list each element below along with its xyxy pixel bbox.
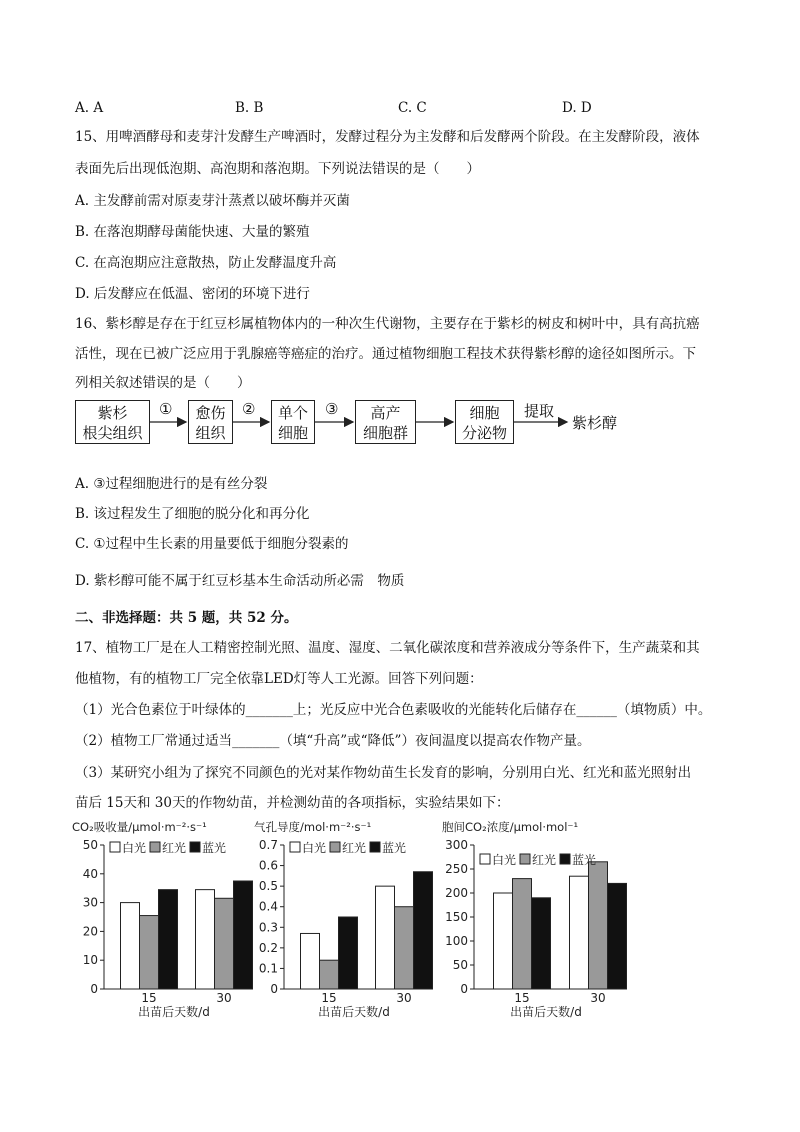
- y-tick-label: 20: [82, 924, 98, 939]
- q15-stem-line1: 15、用啤酒酵母和麦芽汁发酵生产啤酒时，发酵过程分为主发酵和后发酵两个阶段。在主发酵阶段，液体: [75, 129, 700, 145]
- bar-蓝光-15: [159, 890, 178, 989]
- flow-label-extract: 提取: [524, 402, 555, 420]
- legend-label: 红光: [342, 841, 367, 855]
- q16-option-b: B. 该过程发生了细胞的脱分化和再分化: [75, 506, 310, 522]
- flow-box-callus: 愈伤 组织: [188, 400, 233, 444]
- flow-box-single-cell: 单个 细胞: [271, 400, 315, 444]
- legend-label: 蓝光: [382, 841, 407, 855]
- y-tick-label: 30: [82, 895, 98, 910]
- y-tick-label: 50: [82, 838, 98, 852]
- chart-co2-absorption-svg: [68, 818, 258, 1023]
- bar-蓝光-30: [608, 883, 627, 989]
- legend-label: 蓝光: [202, 841, 227, 855]
- q16-option-c: C. ①过程中生长素的用量要低于细胞分裂素的: [75, 536, 349, 552]
- y-tick-label: 0: [460, 982, 468, 996]
- flow-label-step2: ②: [242, 400, 256, 418]
- q15-option-d: D. 后发酵应在低温、密闭的环境下进行: [75, 286, 310, 302]
- chart-ylabel: 胞间CO₂浓度/μmol·mol⁻¹: [442, 820, 579, 834]
- chart-xlabel: 出苗后天数/d: [510, 1005, 582, 1019]
- legend-swatch: [110, 842, 120, 852]
- y-tick-label: 0.3: [258, 920, 278, 935]
- y-tick-label: 40: [82, 866, 98, 881]
- legend-swatch: [150, 842, 160, 852]
- chart-stomatal-conductance: [250, 818, 440, 1027]
- q16-stem-line1: 16、紫杉醇是存在于红豆杉属植物体内的一种次生代谢物，主要存在于紫杉的树皮和树叶中，具有高抗癌: [75, 316, 700, 332]
- legend-label: 白光: [492, 853, 517, 867]
- bar-白光-15: [301, 933, 320, 989]
- bar-红光-30: [395, 907, 414, 989]
- y-tick-label: 0: [270, 982, 278, 996]
- chart-co2-absorption: [68, 818, 258, 1027]
- y-tick-label: 100: [445, 934, 468, 948]
- chart-ylabel: 气孔导度/mol·m⁻²·s⁻¹: [254, 820, 372, 834]
- legend-swatch: [190, 842, 200, 852]
- bar-红光-15: [513, 879, 532, 989]
- section-heading: 二、非选择题：共 5 题，共 52 分。: [75, 610, 298, 626]
- legend-swatch: [290, 842, 300, 852]
- y-tick-label: 0.2: [258, 940, 278, 955]
- legend-swatch: [480, 854, 490, 864]
- q14-option-b: B. B: [235, 100, 264, 116]
- legend-swatch: [560, 854, 570, 864]
- y-tick-label: 50: [452, 958, 468, 972]
- flow-label-step1: ①: [159, 400, 173, 418]
- y-tick-label: 300: [445, 838, 468, 852]
- bar-红光-30: [215, 898, 234, 989]
- q17-stem-line1: 17、植物工厂是在人工精密控制光照、温度、湿度、二氧化碳浓度和营养液成分等条件下，生产蔬菜和其: [75, 640, 700, 656]
- flow-label-step3: ③: [325, 400, 339, 418]
- q16-option-a: A. ③过程细胞进行的是有丝分裂: [75, 476, 268, 492]
- legend-label: 白光: [302, 841, 327, 855]
- q17-part2: （2）植物工厂常通过适当_______（填“升高”或“降低”）夜间温度以提高农作物产量。: [75, 733, 591, 749]
- q14-option-a: A. A: [75, 100, 104, 116]
- q15-option-b: B. 在落泡期酵母菌能快速、大量的繁殖: [75, 224, 310, 240]
- bar-蓝光-30: [414, 872, 433, 989]
- bar-红光-15: [320, 960, 339, 989]
- q16-stem-line2: 活性，现在已被广泛应用于乳腺癌等癌症的治疗。通过植物细胞工程技术获得紫杉醇的途径如图所示。下: [75, 346, 696, 362]
- bar-白光-30: [376, 886, 395, 989]
- legend-label: 红光: [532, 853, 557, 867]
- q17-stem-line2: 他植物，有的植物工厂完全依靠LED灯等人工光源。回答下列问题：: [75, 671, 483, 687]
- y-tick-label: 0.5: [258, 879, 278, 894]
- y-tick-label: 0.4: [258, 899, 278, 914]
- q17-part1: （1）光合色素位于叶绿体的_______上；光反应中光合色素吸收的光能转化后储存在______（填物质）中。: [75, 702, 712, 718]
- y-tick-label: 0.1: [258, 961, 278, 976]
- x-tick-label: 15: [514, 991, 530, 1005]
- flow-box-root-tissue: 紫杉 根尖组织: [75, 400, 150, 444]
- q15-option-a: A. 主发酵前需对原麦芽汁蒸煮以破坏酶并灭菌: [75, 193, 350, 209]
- x-tick-label: 15: [321, 991, 337, 1005]
- x-tick-label: 15: [141, 991, 157, 1005]
- y-tick-label: 0.7: [258, 838, 278, 852]
- x-tick-label: 30: [590, 991, 606, 1005]
- bar-白光-15: [121, 903, 140, 989]
- q15-option-c: C. 在高泡期应注意散热，防止发酵温度升高: [75, 255, 337, 271]
- chart-intercellular-co2-svg: [438, 818, 633, 1023]
- legend-label: 红光: [162, 841, 187, 855]
- y-tick-label: 200: [445, 886, 468, 900]
- q16-stem-line3: 列相关叙述错误的是（ ）: [75, 375, 251, 391]
- y-tick-label: 10: [82, 953, 98, 968]
- chart-xlabel: 出苗后天数/d: [318, 1005, 390, 1019]
- x-tick-label: 30: [216, 991, 232, 1005]
- q17-part3-line2: 苗后 15天和 30天的作物幼苗，并检测幼苗的各项指标，实验结果如下：: [75, 795, 510, 811]
- bar-白光-30: [570, 876, 589, 989]
- legend-label: 蓝光: [572, 853, 597, 867]
- q14-option-d: D. D: [562, 100, 592, 116]
- y-tick-label: 150: [445, 910, 468, 924]
- legend-swatch: [520, 854, 530, 864]
- y-tick-label: 0: [90, 982, 98, 996]
- bar-红光-30: [589, 862, 608, 989]
- legend-label: 白光: [122, 841, 147, 855]
- q17-part3-line1: （3）某研究小组为了探究不同颜色的光对某作物幼苗生长发育的影响，分别用白光、红光和蓝光照射出: [75, 765, 692, 781]
- legend-swatch: [330, 842, 340, 852]
- x-tick-label: 30: [396, 991, 412, 1005]
- y-tick-label: 250: [445, 862, 468, 876]
- chart-intercellular-co2: [438, 818, 633, 1027]
- y-tick-label: 0.6: [258, 858, 278, 873]
- bar-蓝光-15: [532, 898, 551, 989]
- q14-option-c: C. C: [398, 100, 427, 116]
- legend-swatch: [370, 842, 380, 852]
- q16-option-d: D. 紫杉醇可能不属于红豆杉基本生命活动所必需 物质: [75, 573, 405, 589]
- chart-stomatal-conductance-svg: [250, 818, 440, 1023]
- q15-stem-line2: 表面先后出现低泡期、高泡期和落泡期。下列说法错误的是（ ）: [75, 161, 480, 177]
- flow-box-secretion: 细胞 分泌物: [455, 400, 514, 444]
- flow-box-cell-population: 高产 细胞群: [355, 400, 416, 444]
- bar-蓝光-15: [339, 917, 358, 989]
- flow-end-taxol: 紫杉醇: [572, 414, 618, 432]
- chart-ylabel: CO₂吸收量/μmol·m⁻²·s⁻¹: [72, 820, 207, 834]
- chart-xlabel: 出苗后天数/d: [138, 1005, 210, 1019]
- bar-白光-30: [196, 890, 215, 989]
- bar-白光-15: [494, 893, 513, 989]
- bar-红光-15: [140, 916, 159, 989]
- q16-flow-diagram: [75, 398, 635, 448]
